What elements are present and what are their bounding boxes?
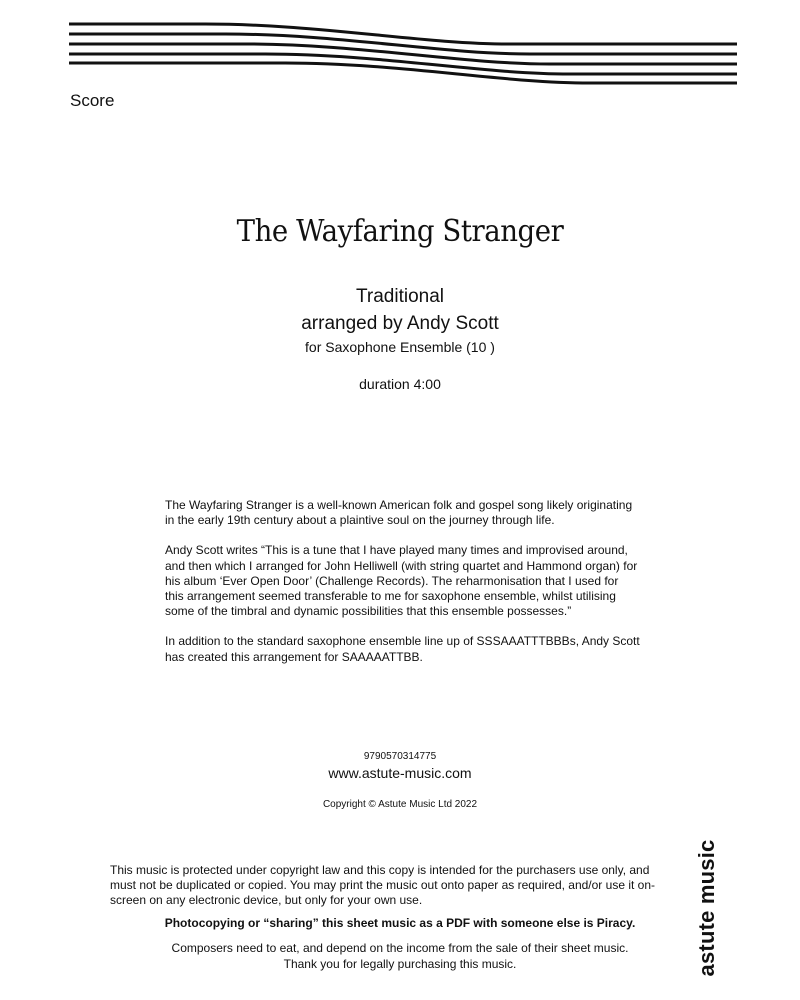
thank-you-line: Thank you for legally purchasing this music. [283,956,517,971]
note-paragraph: Andy Scott writes “This is a tune that I have played many times and improvised around, and then which I arranged for John Helliwell (with string quartet and Hammond organ) for his album ‘Ever Open Door’ (Challenge Records). The reharmonisation that I used for this arrangement seemed transferable to me for saxophone ensemble, whilst utilising some of the timbral and dynamic possibilities that this ensemble possesses.” [165,543,638,619]
note-paragraph: In addition to the standard saxophone ensemble line up of SSSAAATTTBBBs, Andy Scott has created this arrangement for SAAAAATTBB. [165,634,640,664]
note-paragraph: The Wayfaring Stranger is a well-known American folk and gospel song likely originating in the early 19th century about a plaintive soul on the journey through life. [165,498,633,528]
legal-notice: This music is protected under copyright law and this copy is intended for the purchasers use only, and must not be duplicated or copied. You may print the music out onto paper as required, and/or use it on-screen on any electronic device, but only for your own use. [110,863,655,908]
composers-line: Composers need to eat, and depend on the income from the sale of their sheet music. [171,941,629,955]
piracy-warning: Photocopying or “sharing” this sheet music as a PDF with someone else is Piracy. [164,916,636,930]
page-title: The Wayfaring Stranger [236,214,564,249]
ensemble: for Saxophone Ensemble (10 ) [305,339,495,355]
program-notes [165,498,640,680]
composers-note [110,941,690,972]
copyright: Copyright © Astute Music Ltd 2022 [322,799,478,810]
duration: duration 4:00 [359,376,441,392]
isbn: 9790570314775 [363,751,437,762]
website-link[interactable]: www.astute-music.com [328,765,472,781]
composer: Traditional [355,286,444,307]
score-label: Score [70,91,115,110]
brand-logo: astute music [694,839,719,977]
staff-lines-logo-icon [0,0,800,100]
arranger: arranged by Andy Scott [301,313,499,334]
